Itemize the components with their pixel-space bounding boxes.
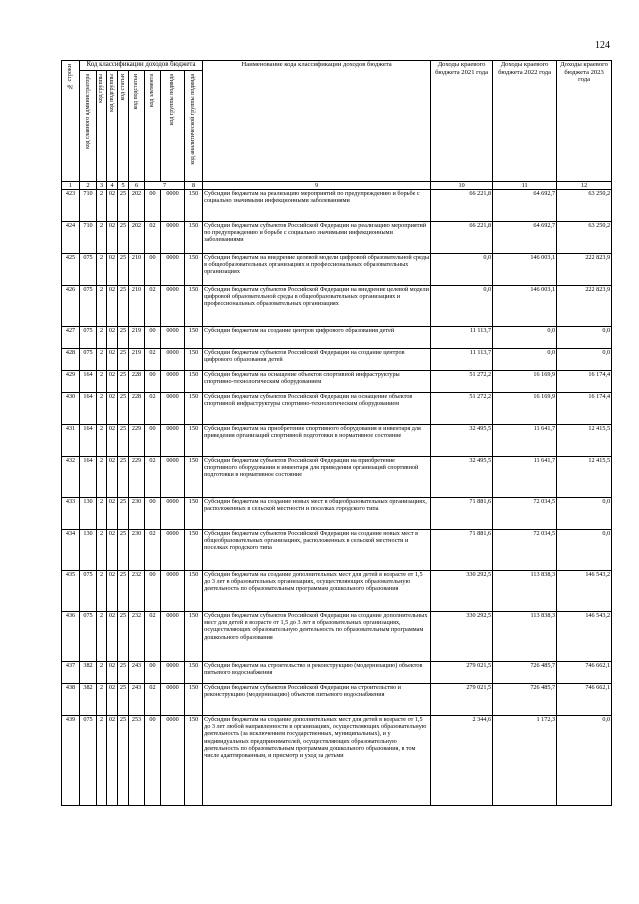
table-header	[62, 61, 612, 190]
income-2023-cell: 12 415,5	[557, 425, 612, 457]
group-code-cell: 2	[97, 393, 107, 425]
article-code-cell: 25	[118, 371, 129, 393]
admin-code-cell: 164	[80, 457, 97, 498]
article-code-cell: 25	[118, 190, 129, 222]
program-code-cell: 0000	[161, 530, 185, 571]
table-row	[62, 371, 612, 393]
row-number-cell: 423	[62, 190, 80, 222]
subarticle-code-cell: 253	[129, 716, 145, 806]
header-subgroup-code: код подгруппы	[107, 71, 118, 182]
table-row	[62, 286, 612, 327]
group-code-cell: 2	[97, 327, 107, 349]
income-2021-cell: 66 221,8	[431, 222, 493, 254]
subarticle-code-cell: 230	[129, 530, 145, 571]
table-body	[62, 190, 612, 806]
analytic-code-cell: 150	[185, 571, 203, 612]
subarticle-code-cell: 202	[129, 222, 145, 254]
income-name-cell: Субсидии бюджетам субъектов Российской Федерации на создание дополнительных мест для детей в возрасте от 1,5 до 3 лет в образовательных организациях, осуществляющих образовательную деятельность по образовательным программам дошкольного образования	[203, 612, 431, 662]
income-name-cell: Субсидии бюджетам на создание дополнительных мест для детей в возрасте от 1,5 до 3 лет в образовательных организациях, осуществляющих образовательную деятельность по образовательным программам дошкольного образования	[203, 571, 431, 612]
income-2023-cell: 746 662,1	[557, 662, 612, 684]
column-number: 3	[97, 182, 107, 190]
subgroup-code-cell: 02	[107, 425, 118, 457]
header-income-2022: Доходы краевого бюджета 2022 года	[493, 61, 557, 182]
analytic-code-cell: 150	[185, 612, 203, 662]
subarticle-code-cell: 210	[129, 286, 145, 327]
element-code-cell: 02	[145, 393, 161, 425]
element-code-cell: 02	[145, 457, 161, 498]
admin-code-cell: 164	[80, 371, 97, 393]
element-code-cell: 00	[145, 498, 161, 530]
admin-code-cell: 164	[80, 425, 97, 457]
income-2023-cell: 146 543,2	[557, 612, 612, 662]
income-name-cell: Субсидии бюджетам на создание центров цифрового образования детей	[203, 327, 431, 349]
article-code-cell: 25	[118, 662, 129, 684]
income-2023-cell: 0,0	[557, 530, 612, 571]
income-2021-cell: 279 021,5	[431, 684, 493, 716]
income-2022-cell: 11 641,7	[493, 425, 557, 457]
income-2022-cell: 11 641,7	[493, 457, 557, 498]
income-2021-cell: 330 292,5	[431, 571, 493, 612]
admin-code-cell: 075	[80, 254, 97, 286]
group-code-cell: 2	[97, 571, 107, 612]
subgroup-code-cell: 02	[107, 222, 118, 254]
program-code-cell: 0000	[161, 662, 185, 684]
group-code-cell: 2	[97, 498, 107, 530]
income-2022-cell: 16 169,9	[493, 393, 557, 425]
analytic-code-cell: 150	[185, 222, 203, 254]
element-code-cell: 00	[145, 254, 161, 286]
group-code-cell: 2	[97, 612, 107, 662]
table-row	[62, 530, 612, 571]
analytic-code-cell: 150	[185, 684, 203, 716]
article-code-cell: 25	[118, 716, 129, 806]
income-2022-cell: 64 692,7	[493, 222, 557, 254]
income-name-cell: Субсидии бюджетам субъектов Российской Федерации на оснащение объектов спортивной инфраструктуры спортивно-технологическим оборудованием	[203, 393, 431, 425]
group-code-cell: 2	[97, 254, 107, 286]
admin-code-cell: 075	[80, 612, 97, 662]
income-name-cell: Субсидии бюджетам на создание дополнительных мест для детей в возрасте от 1,5 до 3 лет любой направленности в организациях, осуществляющих образовательную деятельность (за исключением государственных, муниципальных), и у индивидуальных предпринимателей, осуществляющих образовательную деятельность по образовательным программам дошкольного образования, в том числе адаптированным, и присмотр и уход за детьми	[203, 716, 431, 806]
program-code-cell: 0000	[161, 327, 185, 349]
column-number: 5	[118, 182, 129, 190]
group-code-cell: 2	[97, 349, 107, 371]
income-2021-cell: 279 021,5	[431, 662, 493, 684]
column-number: 12	[557, 182, 612, 190]
row-number-cell: 426	[62, 286, 80, 327]
article-code-cell: 25	[118, 286, 129, 327]
group-code-cell: 2	[97, 425, 107, 457]
article-code-cell: 25	[118, 457, 129, 498]
table-row	[62, 684, 612, 716]
group-code-cell: 2	[97, 530, 107, 571]
analytic-code-cell: 150	[185, 190, 203, 222]
analytic-code-cell: 150	[185, 254, 203, 286]
admin-code-cell: 710	[80, 190, 97, 222]
income-2021-cell: 0,0	[431, 286, 493, 327]
program-code-cell: 0000	[161, 190, 185, 222]
column-number-row	[62, 182, 612, 190]
income-2023-cell: 146 543,2	[557, 571, 612, 612]
subarticle-code-cell: 219	[129, 349, 145, 371]
column-number: 1	[62, 182, 80, 190]
table-row	[62, 612, 612, 662]
subgroup-code-cell: 02	[107, 327, 118, 349]
table-row	[62, 393, 612, 425]
income-2022-cell: 726 485,7	[493, 684, 557, 716]
element-code-cell: 00	[145, 425, 161, 457]
subarticle-code-cell: 202	[129, 190, 145, 222]
income-2022-cell: 113 838,3	[493, 612, 557, 662]
admin-code-cell: 075	[80, 286, 97, 327]
income-2021-cell: 330 292,5	[431, 612, 493, 662]
table-row	[62, 327, 612, 349]
analytic-code-cell: 150	[185, 530, 203, 571]
row-number-cell: 435	[62, 571, 80, 612]
income-2023-cell: 16 174,4	[557, 371, 612, 393]
analytic-code-cell: 150	[185, 498, 203, 530]
element-code-cell: 02	[145, 612, 161, 662]
article-code-cell: 25	[118, 349, 129, 371]
article-code-cell: 25	[118, 327, 129, 349]
subarticle-code-cell: 210	[129, 254, 145, 286]
column-number: 9	[203, 182, 431, 190]
element-code-cell: 00	[145, 571, 161, 612]
analytic-code-cell: 150	[185, 286, 203, 327]
table-row	[62, 425, 612, 457]
column-number: 4	[107, 182, 118, 190]
income-name-cell: Субсидии бюджетам на оснащение объектов спортивной инфраструктуры спортивно-технологическим оборудованием	[203, 371, 431, 393]
row-number-cell: 427	[62, 327, 80, 349]
subgroup-code-cell: 02	[107, 612, 118, 662]
article-code-cell: 25	[118, 571, 129, 612]
income-name-cell: Субсидии бюджетам на строительство и реконструкцию (модернизацию) объектов питьевого водоснабжения	[203, 662, 431, 684]
analytic-code-cell: 150	[185, 716, 203, 806]
column-number: 11	[493, 182, 557, 190]
program-code-cell: 0000	[161, 349, 185, 371]
column-number: 6	[129, 182, 145, 190]
table-row	[62, 222, 612, 254]
subgroup-code-cell: 02	[107, 530, 118, 571]
group-code-cell: 2	[97, 662, 107, 684]
column-number: 10	[431, 182, 493, 190]
income-name-cell: Субсидии бюджетам субъектов Российской Федерации на приобретение спортивного оборудования и инвентаря для приведения организаций спортивной подготовки в нормативное состояние	[203, 457, 431, 498]
column-number: 7	[145, 182, 185, 190]
table-row	[62, 571, 612, 612]
article-code-cell: 25	[118, 425, 129, 457]
group-code-cell: 2	[97, 457, 107, 498]
income-2023-cell: 16 174,4	[557, 393, 612, 425]
income-2022-cell: 1 172,3	[493, 716, 557, 806]
element-code-cell: 00	[145, 371, 161, 393]
income-2022-cell: 146 003,1	[493, 254, 557, 286]
income-name-cell: Субсидии бюджетам субъектов Российской Федерации на реализацию мероприятий по предупреждению и борьбе с социально значимыми инфекционными заболеваниями	[203, 222, 431, 254]
income-name-cell: Субсидии бюджетам субъектов Российской Федерации на создание новых мест в общеобразовательных организациях, расположенных в сельской местности и поселках городского типа	[203, 530, 431, 571]
column-number: 2	[80, 182, 97, 190]
income-2022-cell: 113 838,3	[493, 571, 557, 612]
table-row	[62, 254, 612, 286]
income-2022-cell: 0,0	[493, 349, 557, 371]
element-code-cell: 00	[145, 190, 161, 222]
group-code-cell: 2	[97, 371, 107, 393]
row-number-cell: 430	[62, 393, 80, 425]
element-code-cell: 00	[145, 327, 161, 349]
subarticle-code-cell: 228	[129, 393, 145, 425]
table-row	[62, 349, 612, 371]
subgroup-code-cell: 02	[107, 684, 118, 716]
income-2022-cell: 0,0	[493, 327, 557, 349]
subgroup-code-cell: 02	[107, 286, 118, 327]
element-code-cell: 02	[145, 530, 161, 571]
subgroup-code-cell: 02	[107, 498, 118, 530]
element-code-cell: 00	[145, 716, 161, 806]
article-code-cell: 25	[118, 530, 129, 571]
header-income-2023: Доходы краевого бюджета 2023 года	[557, 61, 612, 182]
income-2023-cell: 0,0	[557, 327, 612, 349]
header-subarticle-code: код подстатьи	[129, 71, 145, 182]
header-group-code: код группы	[97, 71, 107, 182]
income-name-cell: Субсидии бюджетам субъектов Российской Федерации на строительство и реконструкцию (модернизацию) объектов питьевого водоснабжения	[203, 684, 431, 716]
income-2021-cell: 32 495,5	[431, 457, 493, 498]
subarticle-code-cell: 229	[129, 425, 145, 457]
income-2021-cell: 66 221,8	[431, 190, 493, 222]
row-number-cell: 429	[62, 371, 80, 393]
header-row-number: № строки	[62, 61, 80, 182]
subgroup-code-cell: 02	[107, 716, 118, 806]
income-2022-cell: 72 034,5	[493, 498, 557, 530]
program-code-cell: 0000	[161, 612, 185, 662]
admin-code-cell: 382	[80, 684, 97, 716]
row-number-cell: 433	[62, 498, 80, 530]
income-2021-cell: 71 881,6	[431, 530, 493, 571]
income-2023-cell: 0,0	[557, 349, 612, 371]
income-2023-cell: 0,0	[557, 716, 612, 806]
element-code-cell: 02	[145, 349, 161, 371]
analytic-code-cell: 150	[185, 393, 203, 425]
income-2021-cell: 11 113,7	[431, 349, 493, 371]
analytic-code-cell: 150	[185, 457, 203, 498]
row-number-cell: 432	[62, 457, 80, 498]
article-code-cell: 25	[118, 684, 129, 716]
income-2023-cell: 222 823,9	[557, 286, 612, 327]
article-code-cell: 25	[118, 612, 129, 662]
income-2021-cell: 51 272,2	[431, 393, 493, 425]
income-name-cell: Субсидии бюджетам субъектов Российской Федерации на создание центров цифрового образования детей	[203, 349, 431, 371]
table-row	[62, 190, 612, 222]
subarticle-code-cell: 228	[129, 371, 145, 393]
row-number-cell: 425	[62, 254, 80, 286]
element-code-cell: 02	[145, 286, 161, 327]
admin-code-cell: 382	[80, 662, 97, 684]
subarticle-code-cell: 219	[129, 327, 145, 349]
income-name-cell: Субсидии бюджетам на реализацию мероприятий по предупреждению и борьбе с социально значимыми инфекционными заболеваниями	[203, 190, 431, 222]
income-name-cell: Субсидии бюджетам на приобретение спортивного оборудования и инвентаря для приведения организаций спортивной подготовки в нормативное состояние	[203, 425, 431, 457]
income-2021-cell: 2 344,6	[431, 716, 493, 806]
program-code-cell: 0000	[161, 254, 185, 286]
income-2023-cell: 746 662,1	[557, 684, 612, 716]
table-row	[62, 498, 612, 530]
subgroup-code-cell: 02	[107, 571, 118, 612]
program-code-cell: 0000	[161, 457, 185, 498]
subgroup-code-cell: 02	[107, 393, 118, 425]
element-code-cell: 02	[145, 222, 161, 254]
row-number-cell: 428	[62, 349, 80, 371]
row-number-cell: 436	[62, 612, 80, 662]
program-code-cell: 0000	[161, 425, 185, 457]
income-2023-cell: 222 823,9	[557, 254, 612, 286]
admin-code-cell: 075	[80, 571, 97, 612]
row-number-cell: 437	[62, 662, 80, 684]
subgroup-code-cell: 02	[107, 254, 118, 286]
header-classification-group: Код классификации доходов бюджета	[80, 61, 203, 71]
analytic-code-cell: 150	[185, 349, 203, 371]
income-2022-cell: 726 485,7	[493, 662, 557, 684]
income-2022-cell: 146 003,1	[493, 286, 557, 327]
header-admin-code: код главного администратора	[80, 71, 97, 182]
header-program-code: код группы подвида	[161, 71, 185, 182]
article-code-cell: 25	[118, 393, 129, 425]
subarticle-code-cell: 230	[129, 498, 145, 530]
program-code-cell: 0000	[161, 222, 185, 254]
table-row	[62, 457, 612, 498]
admin-code-cell: 164	[80, 393, 97, 425]
subgroup-code-cell: 02	[107, 662, 118, 684]
row-number-cell: 438	[62, 684, 80, 716]
income-2021-cell: 71 881,6	[431, 498, 493, 530]
income-2021-cell: 51 272,2	[431, 371, 493, 393]
row-number-cell: 424	[62, 222, 80, 254]
income-2022-cell: 64 692,7	[493, 190, 557, 222]
element-code-cell: 00	[145, 662, 161, 684]
income-2021-cell: 32 495,5	[431, 425, 493, 457]
group-code-cell: 2	[97, 684, 107, 716]
analytic-code-cell: 150	[185, 327, 203, 349]
element-code-cell: 02	[145, 684, 161, 716]
admin-code-cell: 075	[80, 327, 97, 349]
analytic-code-cell: 150	[185, 371, 203, 393]
budget-income-table	[61, 60, 612, 806]
header-name: Наименование кода классификации доходов бюджета	[203, 61, 431, 182]
table-row	[62, 716, 612, 806]
program-code-cell: 0000	[161, 393, 185, 425]
header-income-2021: Доходы краевого бюджета 2021 года	[431, 61, 493, 182]
admin-code-cell: 130	[80, 498, 97, 530]
group-code-cell: 2	[97, 286, 107, 327]
income-name-cell: Субсидии бюджетам субъектов Российской Федерации на внедрение целевой модели цифровой образовательной среды в общеобразовательных организациях и профессиональных образовательных организациях	[203, 286, 431, 327]
header-element-code: код элемента	[145, 71, 161, 182]
admin-code-cell: 130	[80, 530, 97, 571]
income-2021-cell: 11 113,7	[431, 327, 493, 349]
subgroup-code-cell: 02	[107, 371, 118, 393]
income-2023-cell: 63 250,2	[557, 222, 612, 254]
income-name-cell: Субсидии бюджетам на создание новых мест в общеобразовательных организациях, расположенных в сельской местности и поселках городского типа	[203, 498, 431, 530]
article-code-cell: 25	[118, 222, 129, 254]
table-row	[62, 662, 612, 684]
admin-code-cell: 075	[80, 716, 97, 806]
program-code-cell: 0000	[161, 716, 185, 806]
subarticle-code-cell: 229	[129, 457, 145, 498]
header-article-code: код статьи	[118, 71, 129, 182]
row-number-cell: 434	[62, 530, 80, 571]
income-2023-cell: 0,0	[557, 498, 612, 530]
subarticle-code-cell: 243	[129, 662, 145, 684]
article-code-cell: 25	[118, 498, 129, 530]
row-number-cell: 439	[62, 716, 80, 806]
group-code-cell: 2	[97, 190, 107, 222]
income-2023-cell: 12 415,5	[557, 457, 612, 498]
admin-code-cell: 710	[80, 222, 97, 254]
group-code-cell: 2	[97, 222, 107, 254]
program-code-cell: 0000	[161, 571, 185, 612]
program-code-cell: 0000	[161, 684, 185, 716]
admin-code-cell: 075	[80, 349, 97, 371]
program-code-cell: 0000	[161, 371, 185, 393]
income-2022-cell: 16 169,9	[493, 371, 557, 393]
subgroup-code-cell: 02	[107, 457, 118, 498]
subgroup-code-cell: 02	[107, 349, 118, 371]
income-2021-cell: 0,0	[431, 254, 493, 286]
page-number: 124	[595, 40, 610, 51]
subarticle-code-cell: 243	[129, 684, 145, 716]
subarticle-code-cell: 232	[129, 612, 145, 662]
income-2023-cell: 63 250,2	[557, 190, 612, 222]
row-number-cell: 431	[62, 425, 80, 457]
program-code-cell: 0000	[161, 498, 185, 530]
subgroup-code-cell: 02	[107, 190, 118, 222]
income-name-cell: Субсидии бюджетам на внедрение целевой модели цифровой образовательной среды в общеобразовательных организациях и профессиональных образовательных организациях	[203, 254, 431, 286]
income-2022-cell: 72 034,5	[493, 530, 557, 571]
analytic-code-cell: 150	[185, 662, 203, 684]
analytic-code-cell: 150	[185, 425, 203, 457]
header-analytic-code: код аналитической группы подвида	[185, 71, 203, 182]
group-code-cell: 2	[97, 716, 107, 806]
column-number: 8	[185, 182, 203, 190]
article-code-cell: 25	[118, 254, 129, 286]
program-code-cell: 0000	[161, 286, 185, 327]
subarticle-code-cell: 232	[129, 571, 145, 612]
